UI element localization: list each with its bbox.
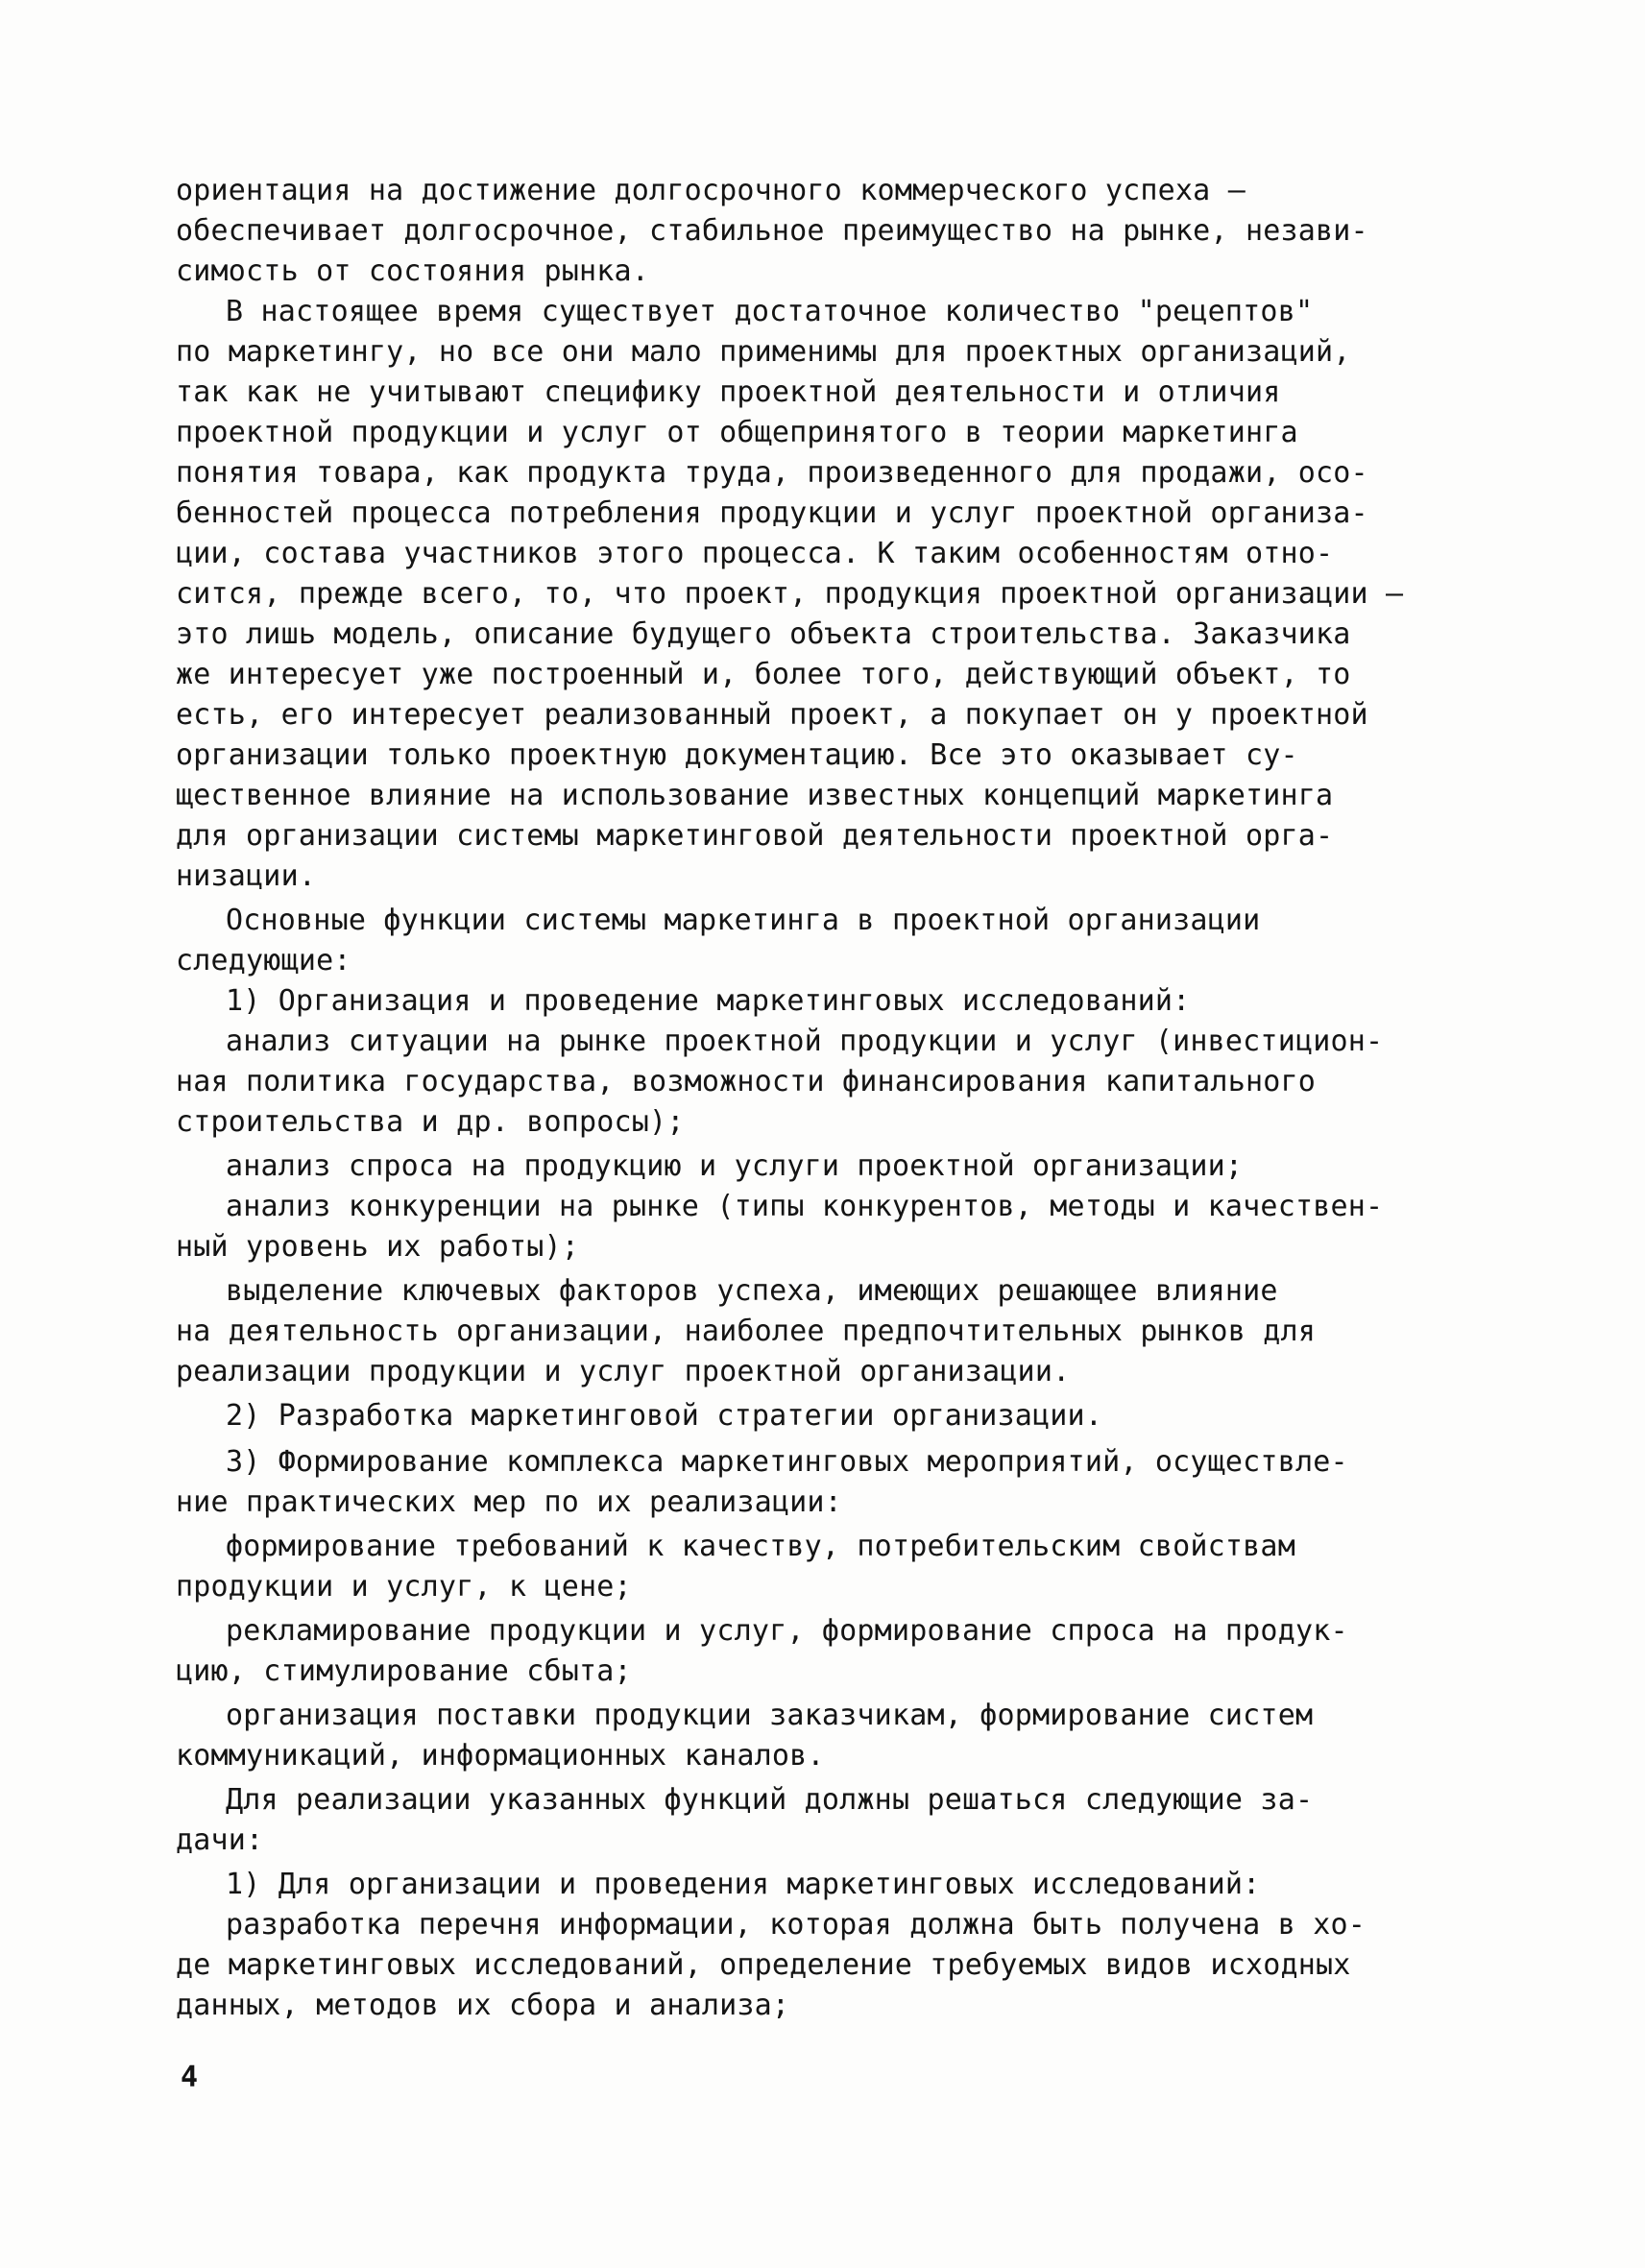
text-line: цию, стимулирование сбыта; <box>176 1654 632 1688</box>
text-line: выделение ключевых факторов успеха, имеющих решающее влияние <box>226 1274 1278 1308</box>
text-line: на деятельность организации, наиболее предпочтительных рынков для <box>176 1315 1316 1348</box>
text-line: 1) Организация и проведение маркетинговых исследований: <box>226 984 1191 1018</box>
text-line: ние практических мер по их реализации: <box>176 1485 842 1519</box>
text-line: ный уровень их работы); <box>176 1230 580 1264</box>
text-line: строительства и др. вопросы); <box>176 1105 685 1139</box>
text-line: рекламирование продукции и услуг, формирование спроса на продук- <box>226 1614 1348 1648</box>
text-line: В настоящее время существует достаточное количество "рецептов" <box>226 295 1314 328</box>
text-line: де маркетинговых исследований, определение требуемых видов исходных <box>176 1948 1351 1982</box>
text-line: ориентация на достижение долгосрочного коммерческого успеха – <box>176 174 1246 207</box>
text-line: Основные функции системы маркетинга в проектной организации <box>226 904 1261 937</box>
text-line: продукции и услуг, к цене; <box>176 1570 632 1604</box>
text-line: формирование требований к качеству, потребительским свойствам <box>226 1530 1295 1563</box>
text-line: проектной продукции и услуг от общепринятого в теории маркетинга <box>176 416 1298 449</box>
text-line: организации только проектную документацию. Все это оказывает су- <box>176 738 1298 772</box>
text-line: Для реализации указанных функций должны решаться следующие за- <box>226 1783 1314 1817</box>
text-line: 1) Для организации и проведения маркетинговых исследований: <box>226 1868 1261 1901</box>
text-line: симость от состояния рынка. <box>176 254 650 288</box>
text-line: ная политика государства, возможности финансирования капитального <box>176 1065 1316 1098</box>
text-line: это лишь модель, описание будущего объекта строительства. Заказчика <box>176 617 1351 651</box>
text-line: дачи: <box>176 1823 264 1857</box>
text-line: разработка перечня информации, которая должна быть получена в хо- <box>226 1908 1366 1942</box>
text-line: анализ ситуации на рынке проектной продукции и услуг (инвестицион- <box>226 1025 1384 1058</box>
text-line: 3) Формирование комплекса маркетинговых мероприятий, осуществле- <box>226 1445 1348 1479</box>
text-line: так как не учитывают специфику проектной деятельности и отличия <box>176 375 1281 409</box>
text-line: бенностей процесса потребления продукции и услуг проектной организа- <box>176 496 1368 530</box>
text-line: следующие: <box>176 944 351 977</box>
text-line: понятия товара, как продукта труда, произведенного для продажи, осо- <box>176 456 1368 490</box>
text-line: щественное влияние на использование известных концепций маркетинга <box>176 779 1334 812</box>
text-line: анализ спроса на продукцию и услуги проектной организации; <box>226 1149 1244 1183</box>
text-line: обеспечивает долгосрочное, стабильное преимущество на рынке, незави- <box>176 214 1368 248</box>
text-line: организация поставки продукции заказчикам, формирование систем <box>226 1699 1314 1732</box>
body-text <box>176 171 1463 2026</box>
text-line: низации. <box>176 859 317 893</box>
text-line: коммуникаций, информационных каналов. <box>176 1739 825 1773</box>
text-line: реализации продукции и услуг проектной организации. <box>176 1355 1071 1388</box>
text-line: анализ конкуренции на рынке (типы конкурентов, методы и качествен- <box>226 1190 1384 1223</box>
text-line: по маркетингу, но все они мало применимы для проектных организаций, <box>176 335 1351 369</box>
text-line: для организации системы маркетинговой деятельности проектной орга- <box>176 819 1334 853</box>
text-line: ции, состава участников этого процесса. К таким особенностям отно- <box>176 537 1334 570</box>
text-line: есть, его интересует реализованный проект, а покупает он у проектной <box>176 698 1368 732</box>
text-line: 2) Разработка маркетинговой стратегии организации. <box>226 1399 1103 1433</box>
text-line: данных, методов их сбора и анализа; <box>176 1989 790 2022</box>
page-number: 4 <box>181 2061 199 2094</box>
text-line: же интересует уже построенный и, более того, действующий объект, то <box>176 658 1351 691</box>
text-line: сится, прежде всего, то, что проект, продукция проектной организации – <box>176 577 1404 611</box>
